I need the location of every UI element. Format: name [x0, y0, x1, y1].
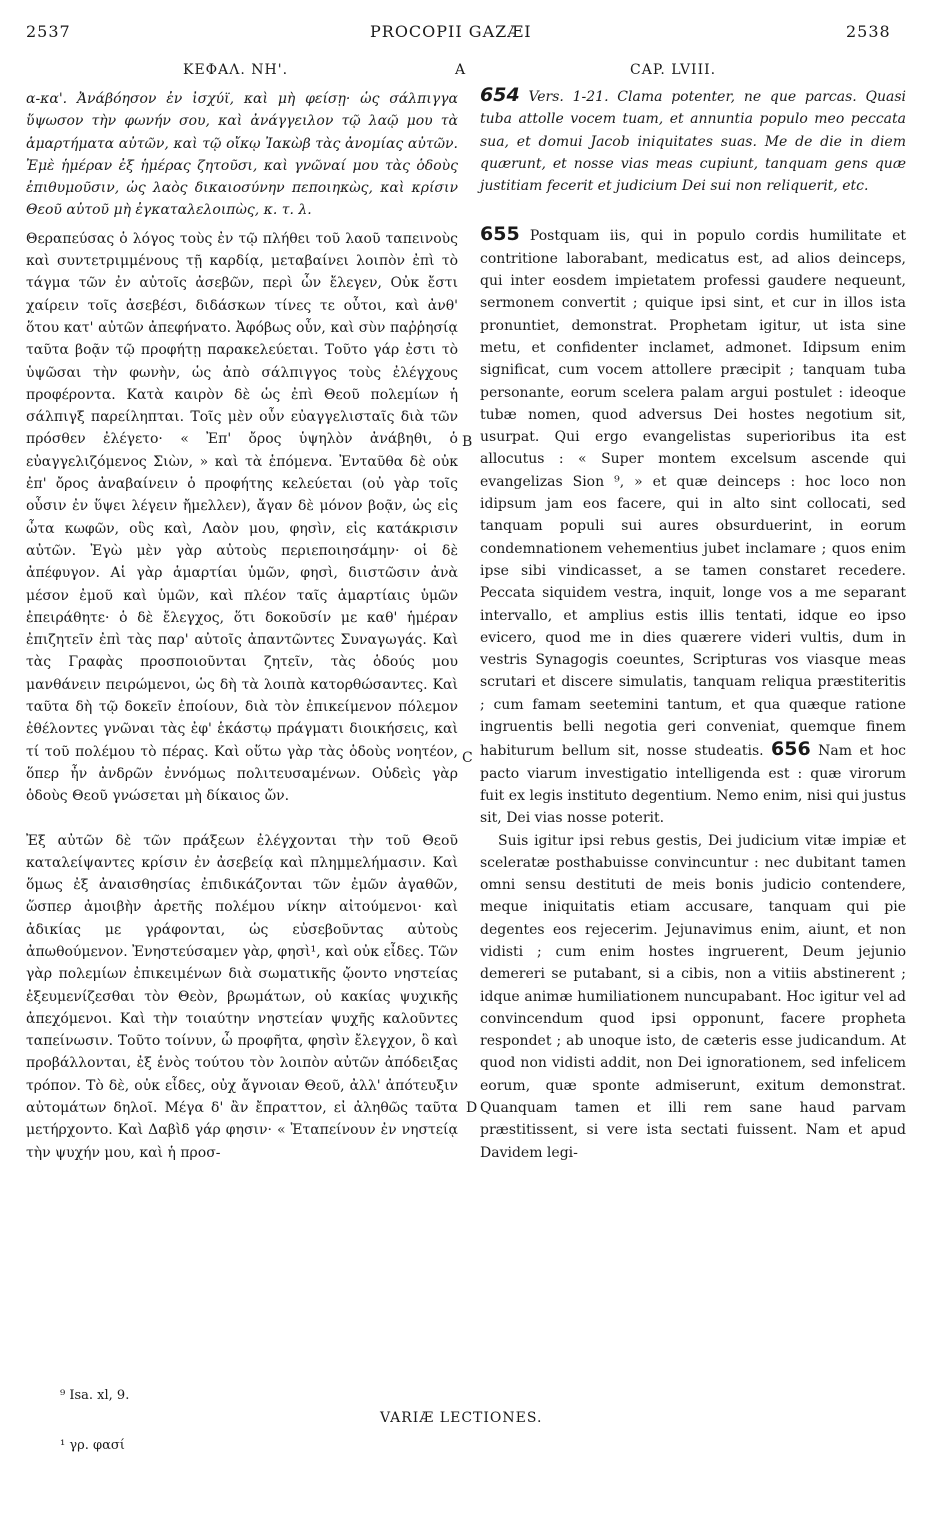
latin-commentary-continuation: Nam et hoc pacto viarum investigatio intelligenda est : quæ virorum fuit ex legis instituto degentium. Nemo enim, nisi qui justus sit, Dei vias nosse poterit. — [480, 743, 906, 827]
paragraph-number: 654 — [480, 84, 520, 106]
section-heading-greek: ΚΕΦΑΛ. ΝΗ'. — [183, 62, 289, 78]
latin-commentary-paragraph: Postquam iis, qui in populo cordis humilitate et contritione laborabant, medicatus est, ad alios deinceps, qui inter eosdem impietatem professi gaudere nequeunt, sermonem convertit ; quique ipsi sint, et cur in illos ista pronuntiet, demonstrat. Prophetam igitur, ut ista sine metu, et confidenter inclamet, admonet. Idipsum enim significat, cum vocem attollere præcipit ; tanquam tuba personante, eorum scelera palam argui postulet : ideoque tubæ nomen, quod adversus Dei hostes negotium sit, usurpat. Qui ergo evangelistas superioribus ita est allocutus : « Super montem excelsum ascende qui evangelizas Sion ⁹, » et quæ deinceps : hoc loco non idipsum jam eos facere, qui in alto sint collocati, sed tanquam populi sui aures obsurduerint, in eorum condemnationem vehementius jubet inclamare ; quos enim ipse sibi vindicasset, a se tamen constaret recedere. Peccata siquidem vestra, inquit, longe vos a me separant intervallo, et amplius estis illis tentati, idque eo ipso evicero, quod me in dies quærere videri vultis, dum in vestris Synagogis coeuntes, Scripturas vos viasque meas scrutari et discere simulatis, tanquam reliqua præstiteritis ; cum famam seetemini tantum, et qua quæque ratione ingruentis belli negotia geri conveniat, quemque finem habiturum bellum sit, nosse studeatis. — [480, 228, 907, 760]
variae-lectiones-heading: VARIÆ LECTIONES. — [380, 1410, 543, 1426]
paragraph-number: 655 — [480, 223, 520, 246]
greek-verse-paragraph: α-κα'. Ἀνάβόησον ἐν ἰσχύϊ, καὶ μὴ φείσῃ· ὡς σάλπιγγα ὕψωσον τὴν φωνήν σου, καὶ ἀνάγγειλον τῷ λαῷ μου τὰ ἁμαρτήματα αὐτῶν, καὶ τῷ οἴκῳ Ἰακὼβ τὰς ἀνομίας αὐτῶν. Ἐμὲ ἡμέραν ἐξ ἡμέρας ζητοῦσι, καὶ γνῶναί μου τὰς ὁδοὺς ἐπιθυμοῦσιν, ὡς λαὸς δικαιοσύνην πεποιηκὼς, καὶ κρίσιν Θεοῦ αὐτοῦ μὴ ἐγκαταλελοιπὼς, κ. τ. λ. — [26, 91, 458, 219]
section-heading-latin: CAP. LVIII. — [630, 62, 717, 78]
greek-commentary-paragraph-2: Ἐξ αὐτῶν δὲ τῶν πράξεων ἐλέγχονται τὴν τοῦ Θεοῦ καταλείψαντες κρίσιν ἐν ἀσεβείᾳ καὶ πλημμελήμασιν. Καὶ ὅμως ἐξ ἀναισθησίας ἐπιδικάζονται τῶν ἐμῶν ἀγαθῶν, ὥσπερ ἀμοιβὴν ἀρετῆς πολέμου νίκην αἰτούμενοι· καὶ ἀδικίας με γράφονται, ὡς εὐσεβοῦντας αὐτοὺς ἀπωθούμενον. Ἐνηστεύσαμεν γὰρ, φησὶ¹, καὶ οὐκ εἶδες. Τῶν γὰρ πολεμίων ἐπικειμένων διὰ σωματικῆς ᾤοντο νηστείας ἐξευμενίζεσθαι τὸν Θεὸν, βρωμάτων, οὐ κακίας ψυχικῆς ἀπεχόμενοι. Καὶ τὴν τοιαύτην νηστείαν ψυχῆς καλοῦντες ταπείνωσιν. Τοῦτο τοίνυν, ὦ προφῆτα, φησὶν ἔλεγχον, ὃ καὶ προβάλλονται, ἐξ ἑνὸς τούτου τὸν λοιπὸν αὐτῶν ἀπόδειξας τρόπον. Τὸ δὲ, οὐκ εἶδες, οὐχ ἄγνοιαν Θεοῦ, ἀλλ' ἀπότευξιν αὐτομάτων δηλοῖ. Μέγα δ' ἂν ἔπραττον, εἰ ἀληθῶς ταῦτα μετήρχοντο. Καὶ Δαβὶδ γάρ φησιν· « Ἐταπείνουν ἐν νηστείᾳ τὴν ψυχήν μου, καὶ ἡ προσ- — [26, 832, 458, 1161]
margin-letter: B — [462, 434, 473, 450]
paragraph-number: 656 — [771, 738, 811, 761]
running-title: PROCOPII GAZÆI — [370, 22, 532, 41]
greek-commentary-paragraph: Θεραπεύσας ὁ λόγος τοὺς ἐν τῷ πλήθει τοῦ λαοῦ ταπεινοὺς καὶ συντετριμμένους τῇ καρδίᾳ, μεταβαίνει λοιπὸν ἐπὶ τὸ τάγμα τῶν ἐν αὐτοῖς ἀσεβῶν, περὶ ὧν ἔλεγεν, Οὐκ ἔστι χαίρειν τοῖς ἀσεβέσι, διδάσκων τίνες τε οὗτοι, καὶ ἀνθ' ὅτου κατ' αὐτῶν ἀπεφήνατο. Ἀφόβως οὖν, καὶ σὺν παῤῥησίᾳ ταῦτα βοᾷν τῷ προφήτῃ παρακελεύεται. Τοῦτο γάρ ἐστι τὸ ὑψῶσαι τὴν φωνὴν, ὡς ἀπὸ σάλπιγγος τοὺς ἐλέγχους προφέροντα. Κατὰ καιρὸν δὲ ὡς ἐπὶ Θεοῦ πολεμίων ἡ σάλπιγξ παρείληπται. Τοῖς μὲν οὖν εὐαγγελισταῖς διὰ τῶν πρόσθεν ἐλέγετο· « Ἐπ' ὄρος ὑψηλὸν ἀνάβηθι, ὁ εὐαγγελιζόμενος Σιὼν, » καὶ τὰ ἑπόμενα. Ἐνταῦθα δὲ οὐκ ἐπ' ὄρος ἀναβαίνειν ὁ προφήτης κελεύεται (οὐ γὰρ τοῖς οὖσιν ἐν ὕψει λέγειν ἤμελλεν), ἄγαν δὲ μόνον βοᾷν, ὡς εἰς ὦτα κωφῶν, οὓς καὶ, Λαὸν μου, φησὶν, εἰς κατάκρισιν αὐτῶν. Ἐγὼ μὲν γὰρ αὐτοὺς περιεποιησάμην· οἱ δὲ ἀπέφυγον. Αἱ γὰρ ἁμαρτίαι ὑμῶν, φησὶ, διιστῶσιν ἀνὰ μέσον ἐμοῦ καὶ ὑμῶν, καὶ πλέον ταῖς ἁμαρτίαις ὑμῶν ἐπειράθητε· ὁ δὲ ἔλεγχος, ὅτι δοκοῦσίν με καθ' ἡμέραν ἐπιζητεῖν ἐπὶ τὰς παρ' αὐτοῖς ἀπαντῶντες Συναγωγάς. Καὶ τὰς Γραφὰς προσποιοῦνται ζητεῖν, τὰς ὁδούς μου μανθάνειν πειρώμενοι, ὡς δὴ τὰ λοιπὰ κατορθώσαντες. Καὶ ταῦτα δὴ τῷ δοκεῖν ἐποίουν, διὰ τὸν ἐπικείμενον πόλεμον ἐθέλοντες γνῶναι τὰς ἐφ' ἑκάστῳ πράγματι διοικήσεις, καὶ τί τοῦ πολέμου τὸ πέρας. Καὶ οὕτω γὰρ τὰς ὁδοὺς νοητέον, ὅπερ ἦν ἀνδρῶν ἐννόμως πολιτευσαμένων. Οὐδεὶς γὰρ ὁδοὺς Θεοῦ γνώσεται μὴ δίκαιος ὤν. — [26, 230, 458, 805]
margin-letter: A — [455, 62, 466, 78]
page-number-right: 2538 — [846, 22, 891, 41]
margin-letter: C — [462, 750, 473, 766]
margin-letter: D — [466, 1100, 478, 1116]
page-number-left: 2537 — [26, 22, 71, 41]
footnote: ⁹ Isa. xl, 9. — [60, 1388, 130, 1403]
latin-column — [480, 84, 906, 1164]
latin-commentary-paragraph-2: Suis igitur ipsi rebus gestis, Dei judicium vitæ impiæ et sceleratæ posthabuisse convincuntur : nec dubitant tamen omni sensu destituti de meis bonis judicio contendere, meque iniquitatis etiam accusare, tanquam qui pie degentes eos rejecerim. Jejunavimus enim, aiunt, et non vidisti ; cum enim hostes ingruerent, Deum jejunio demereri se putabant, si a cibis, non a vitiis abstinerent ; idque animæ humiliationem nuncupabant. Hoc igitur vel ad convincendum quod ipsi opponunt, facere propheta respondet ; ab unoque isto, de cæteris esse judicandum. At quod non vidisti addit, non Dei ignorationem, sed infelicem eorum, quæ sponte admiserunt, exitum demonstrat. Quanquam tamen et illi rem sane haud parvam præstitissent, si vere ista sectati fuissent. Nam et apud Davidem legi- — [480, 832, 906, 1161]
variant-reading: ¹ γρ. φασί — [60, 1438, 125, 1453]
greek-column — [26, 88, 458, 1164]
latin-verse-paragraph: Vers. 1-21. Clama potenter, ne que parcas. Quasi tuba attolle vocem tuam, et annuntia populo meo peccata sua, et domui Jacob iniquitates suas. Me de die in diem quærunt, et nosse vias meas cupiunt, tanquam gens quæ justitiam fecerit et judicium Dei sui non reliquerit, etc. — [480, 89, 906, 195]
